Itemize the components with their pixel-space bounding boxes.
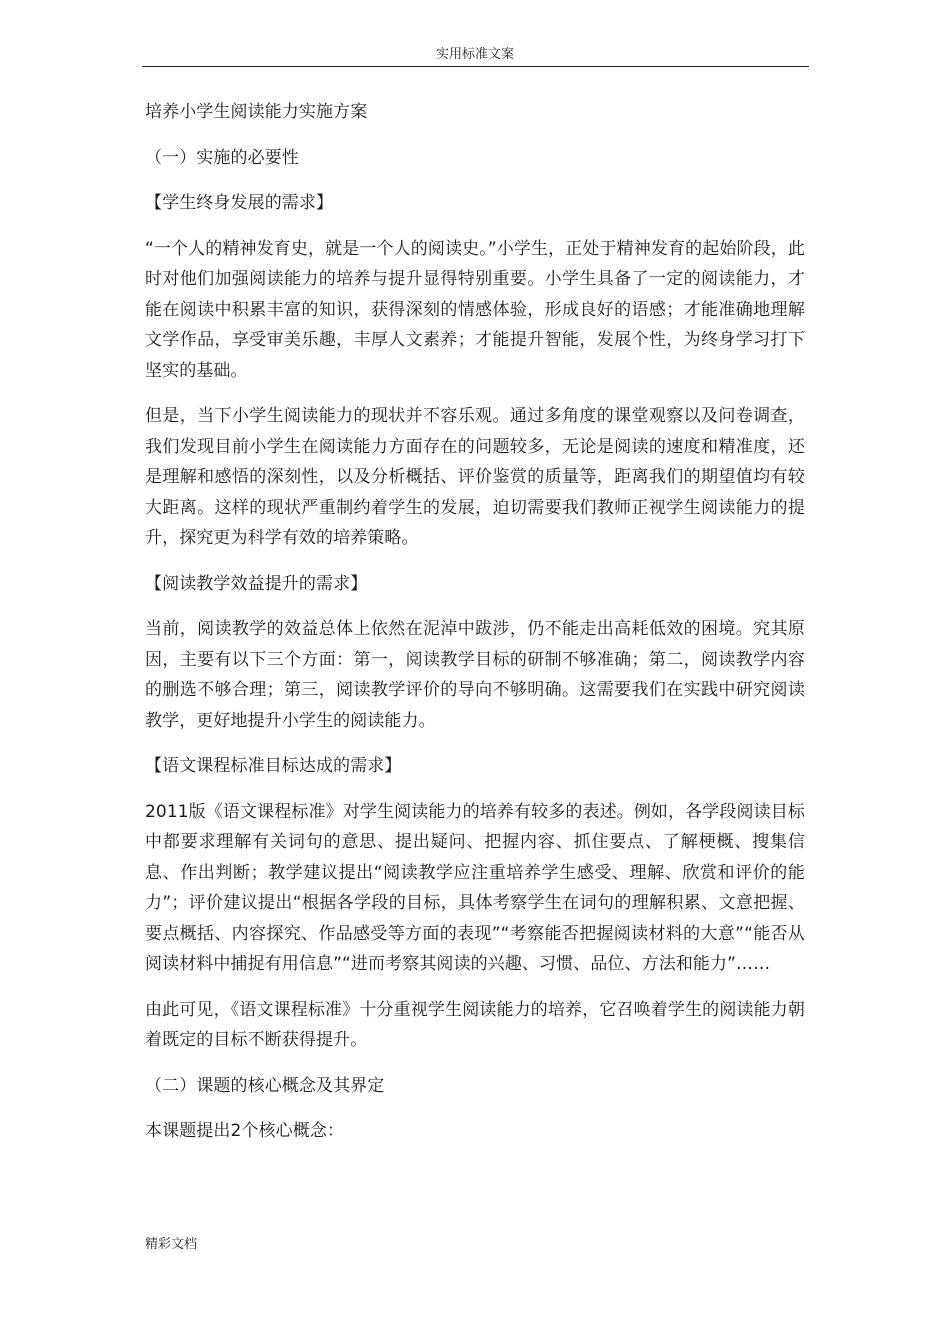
paragraph-1: “一个人的精神发育史，就是一个人的阅读史。”小学生，正处于精神发育的起始阶段，此时对他们加强阅读能力的培养与提升显得特别重要。小学生具备了一定的阅读能力，才能在阅读中积累丰富的知识，获得深刻的情感体验，形成良好的语感；才能准确地理解文学作品，享受审美乐趣，丰厚人文素养；才能提升智能，发展个性，为终身学习打下坚实的基础。 [145, 238, 805, 381]
paragraph-6: 本课题提出2个核心概念： [145, 1121, 345, 1141]
section-heading-1: （一）实施的必要性 [145, 147, 299, 168]
paragraph-5: 由此可见，《语文课程标准》十分重视学生阅读能力的培养，它召唤着学生的阅读能力朝着既定的目标不断获得提升。 [145, 999, 805, 1050]
section-heading-2: （二）课题的核心概念及其界定 [145, 1075, 385, 1096]
page-header: 实用标准文案 [435, 47, 514, 62]
header-divider [142, 66, 809, 67]
subheading-curriculum-standard: 【语文课程标准目标达成的需求】 [145, 756, 402, 776]
subheading-student-development: 【学生终身发展的需求】 [145, 193, 334, 213]
document-title: 培养小学生阅读能力实施方案 [145, 102, 368, 122]
document-body [145, 97, 805, 1162]
paragraph-2: 但是，当下小学生阅读能力的现状并不容乐观。通过多角度的课堂观察以及问卷调查，我们发现目前小学生在阅读能力方面存在的问题较多，无论是阅读的速度和精准度，还是理解和感悟的深刻性，以及分析概括、评价鉴赏的质量等，距离我们的期望值均有较大距离。这样的现状严重制约着学生的发展，迫切需要我们教师正视学生阅读能力的提升，探究更为科学有效的培养策略。 [145, 406, 805, 548]
paragraph-3: 当前，阅读教学的效益总体上依然在泥淖中跋涉，仍不能走出高耗低效的困境。究其原因，主要有以下三个方面：第一，阅读教学目标的研制不够准确；第二，阅读教学内容的删选不够合理；第三，阅读教学评价的导向不够明确。这需要我们在实践中研究阅读教学，更好地提升小学生的阅读能力。 [145, 619, 805, 731]
subheading-teaching-efficiency: 【阅读教学效益提升的需求】 [145, 573, 368, 594]
page-footer: 精彩文档 [145, 1237, 198, 1252]
paragraph-4: 2011版《语文课程标准》对学生阅读能力的培养有较多的表述。例如，各学段阅读目标中都要求理解有关词句的意思、提出疑问、把握内容、抓住要点、了解梗概、搜集信息、作出判断；教学建议提出“阅读教学应注重培养学生感受、理解、欣赏和评价的能力”；评价建议提出“根据各学段的目标，具体考察学生在词句的理解积累、文意把握、要点概括、内容探究、作品感受等方面的表现”“考察能否把握阅读材料的大意”“能否从阅读材料中捕捉有用信息”“进而考察其阅读的兴趣、习惯、品位、方法和能力”…… [145, 801, 805, 974]
